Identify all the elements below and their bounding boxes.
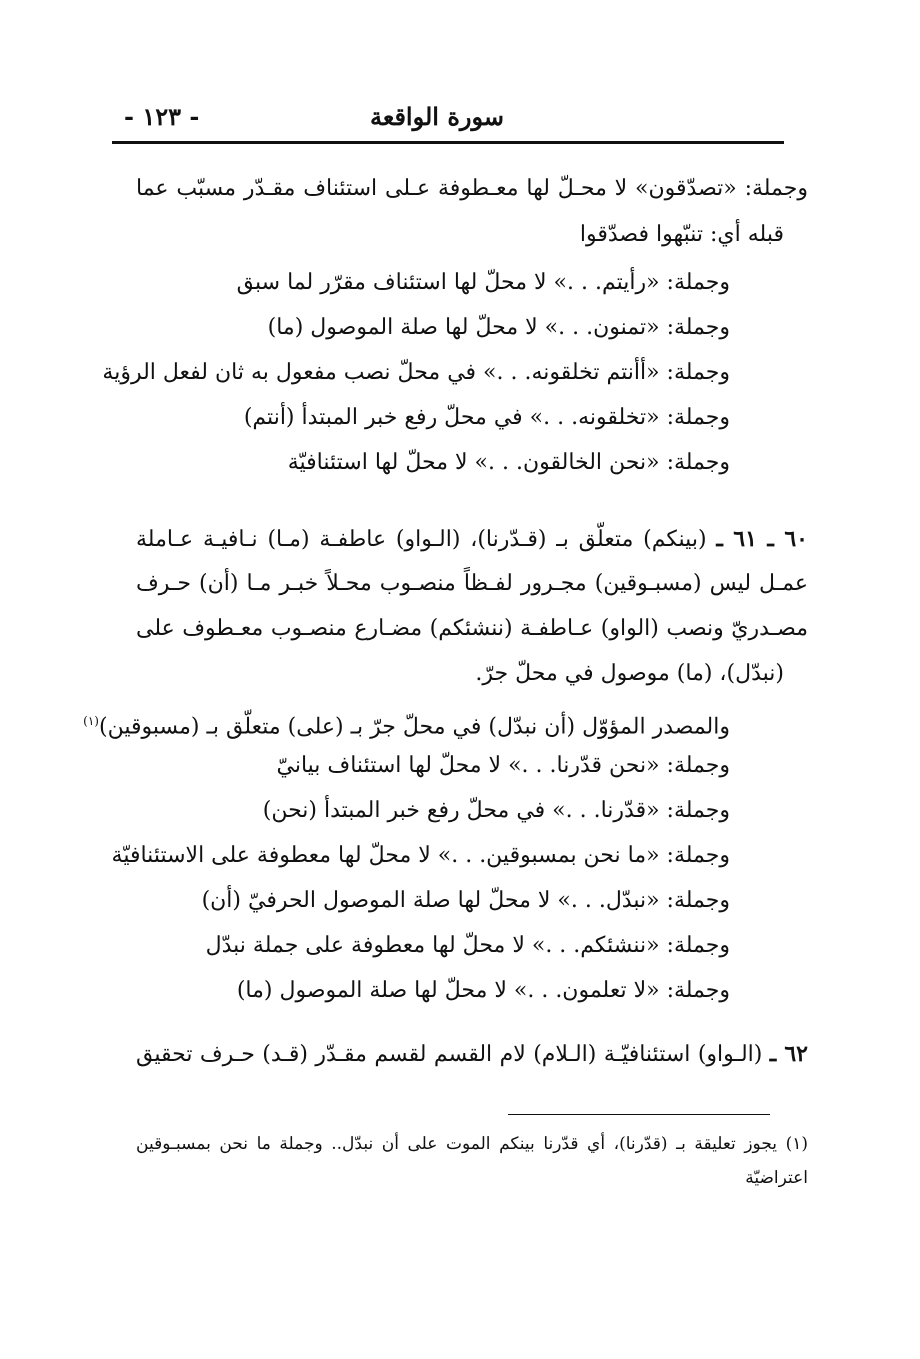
- text-line-1: وجملة: «تصدّقون» لا محـلّ لها معـطوفة عـلى استئناف مقـدّر مسبّب عما: [136, 176, 808, 201]
- text-line-16: وجملة: «نبدّل. . .» لا محلّ لها صلة الموصول الحرفيّ (أن): [201, 888, 730, 913]
- text-line-11: (نبدّل)، (ما) موصول في محلّ جرّ.: [475, 661, 784, 686]
- verse-mark-60-61: ٦٠ ـ ٦١ ـ: [716, 526, 808, 552]
- text-line-6: وجملة: «تخلقونه. . .» في محلّ رفع خبر المبتدأ (أنتم): [243, 405, 730, 430]
- text-line-7: وجملة: «نحن الخالقون. . .» لا محلّ لها استئنافيّة: [287, 450, 730, 475]
- text-line-12: والمصدر المؤوّل (أن نبدّل) في محلّ جرّ بـ (على) متعلّق بـ (مسبوقين)$^{(١)}$: [83, 714, 730, 740]
- footnote-line-2: اعتراضيّة: [745, 1168, 808, 1188]
- footnote-line-1: (١) يجوز تعليقة بـ (قدّرنا)، أي قدّرنا بينكم الموت على أن نبدّل.. وجملة ما نحن بمسبـوقين: [136, 1134, 808, 1154]
- text-line-5: وجملة: «أأنتم تخلقونه. . .» في محلّ نصب مفعول به ثان لفعل الرؤية: [102, 360, 730, 385]
- verse-mark-62: ٦٢ ـ: [769, 1041, 808, 1067]
- surah-title: سورة الواقعة: [370, 102, 504, 131]
- text-line-19: ٦٢ ـ (الـواو) استئنافيّـة (الـلام) لام القسم لقسم مقـدّر (قـد) حـرف تحقيق: [136, 1041, 808, 1067]
- header-rule: [112, 141, 784, 144]
- text-line-14: وجملة: «قدّرنا. . .» في محلّ رفع خبر المبتدأ (نحن): [262, 798, 730, 823]
- text-line-9: عمـل ليس (مسبـوقين) مجـرور لفـظاً منصـوب محـلاً خبـر مـا (أن) حـرف: [136, 571, 808, 596]
- footnote-marker: (١): [83, 714, 99, 728]
- text-line-8: ٦٠ ـ ٦١ ـ (بينكم) متعلّق بـ (قـدّرنا)، (الـواو) عاطفـة (مـا) نـافيـة عـاملة: [136, 526, 808, 552]
- page-header: [112, 100, 784, 140]
- text-line-3: وجملة: «رأيتم. . .» لا محلّ لها استئناف مقرّر لما سبق: [236, 270, 730, 295]
- text-line-15: وجملة: «ما نحن بمسبوقين. . .» لا محلّ لها معطوفة على الاستئنافيّة: [111, 843, 730, 868]
- text-line-13: وجملة: «نحن قدّرنا. . .» لا محلّ لها استئناف بيانيّ: [276, 753, 730, 778]
- text-line-17: وجملة: «ننشئكم. . .» لا محلّ لها معطوفة على جملة نبدّل: [205, 933, 730, 958]
- text-line-18: وجملة: «لا تعلمون. . .» لا محلّ لها صلة الموصول (ما): [236, 978, 730, 1003]
- footnote-rule: [508, 1114, 770, 1115]
- page-number: - ١٢٣ -: [124, 102, 200, 131]
- text-line-10: مصـدريّ ونصب (الواو) عـاطفـة (ننشئكم) مضـارع منصـوب معـطوف على: [136, 616, 808, 641]
- text-line-4: وجملة: «تمنون. . .» لا محلّ لها صلة الموصول (ما): [267, 315, 730, 340]
- text-line-2: قبله أي: تنبّهوا فصدّقوا: [579, 222, 784, 247]
